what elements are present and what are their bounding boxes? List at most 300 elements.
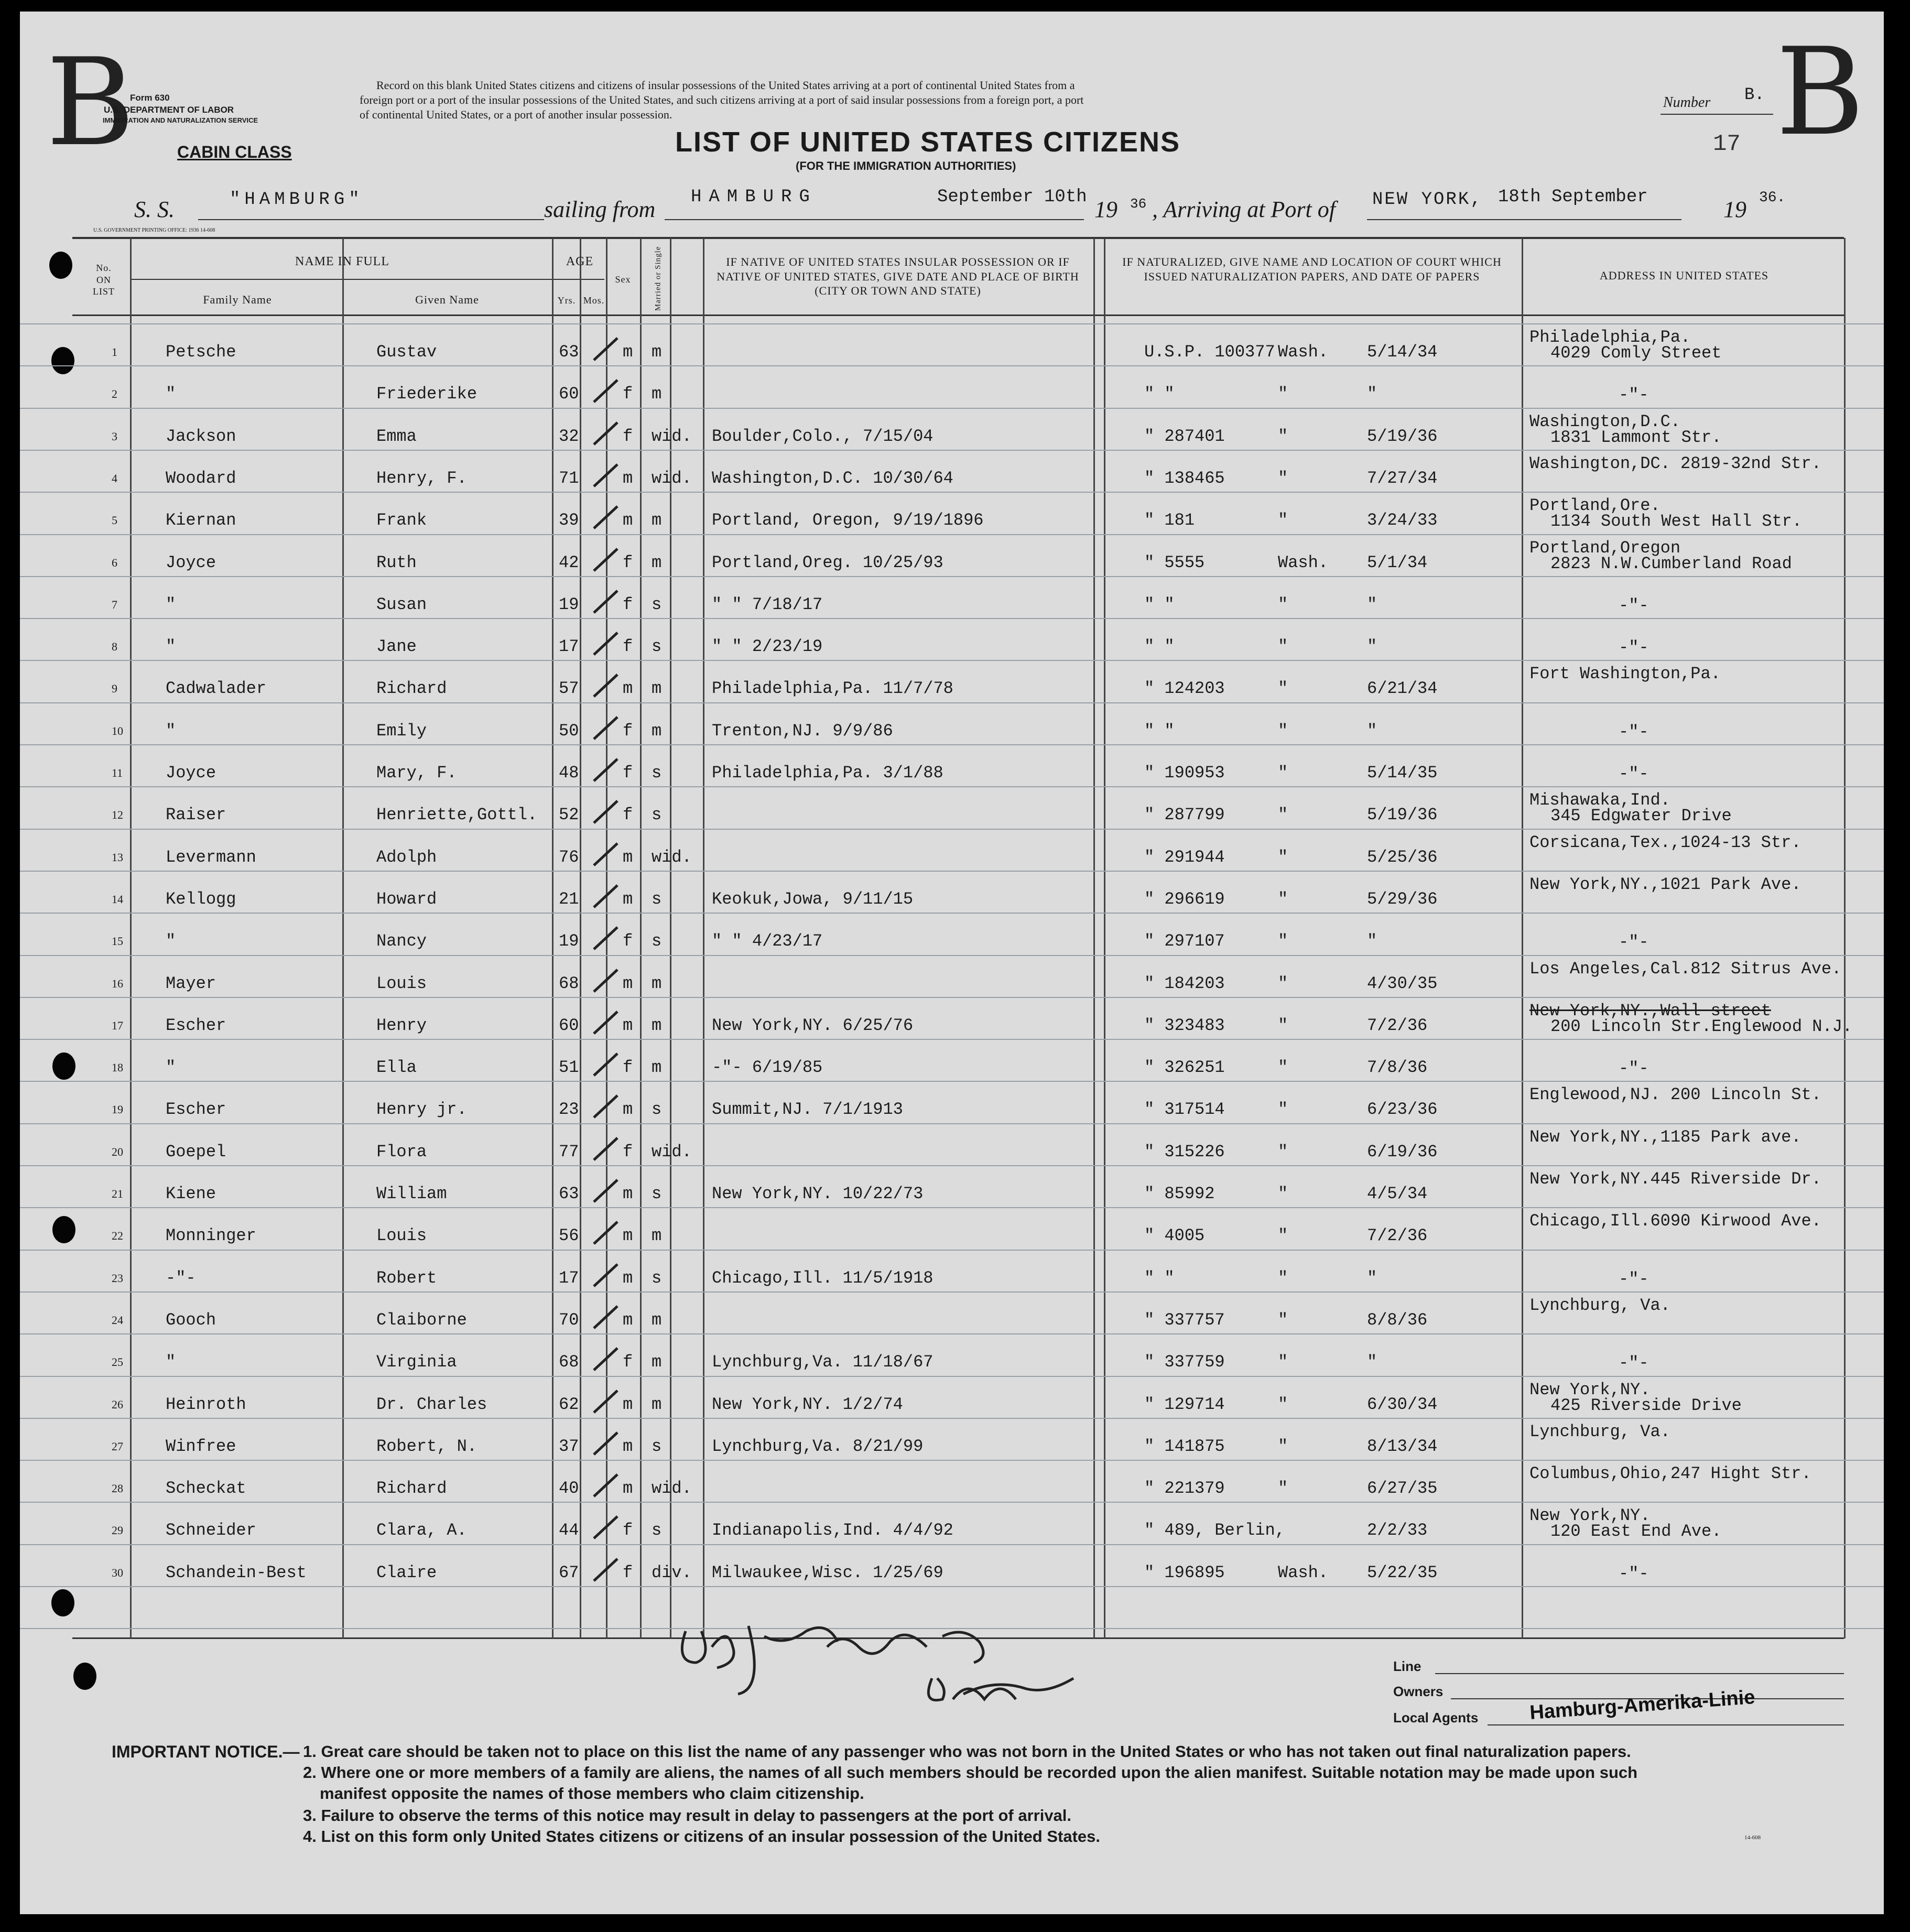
age-years: 17 [559,1268,579,1288]
papers-date: 8/13/34 [1367,1436,1438,1456]
court-location: " [1278,1142,1288,1162]
family-name: Escher [166,1100,226,1120]
given-name: Emily [376,721,427,741]
family-name: Escher [166,1015,226,1035]
ledger-line [20,1250,1884,1251]
given-name: Dr. Charles [376,1394,487,1414]
family-name: Kiernan [166,511,236,530]
sheet-number: 17 [1713,131,1741,157]
form-letter-left: B [46,33,135,173]
age-years: 57 [559,679,579,699]
papers-date: 7/27/34 [1367,468,1438,488]
service-label: IMMIGRATION AND NATURALIZATION SERVICE [103,116,258,124]
papers-date: " [1367,637,1377,657]
family-name: Heinroth [166,1394,246,1414]
ledger-line [20,1291,1884,1293]
sex: m [623,847,633,867]
check-mark [591,755,623,786]
row-number: 21 [112,1187,123,1200]
header-sex: Sex [615,274,631,285]
row-number: 15 [112,935,123,948]
family-name: Gooch [166,1310,216,1330]
header-bottom-rule [72,314,1844,316]
address-line-1: Portland,Ore. [1529,496,1661,516]
family-name: Mayer [166,973,216,993]
row-number: 12 [112,808,123,822]
sex: f [623,552,633,572]
birth-place-date: Indianapolis,Ind. 4/4/92 [712,1521,953,1540]
intro-text-2: foreign port or a port of the insular possessions of the United States, and such citizens arriving at a port of said insular possessions from a foreign port, a port [360,93,1084,106]
court-location: " [1278,805,1288,825]
sex: m [623,1015,633,1035]
header-given-name: Given Name [415,293,479,306]
column-rule [1104,238,1105,1638]
given-name: Jane [376,637,417,657]
row-number: 18 [112,1061,123,1074]
check-mark [591,1512,623,1544]
papers-date: 5/14/35 [1367,763,1438,783]
papers-date: 5/29/36 [1367,889,1438,909]
age-years: 17 [559,637,579,657]
address-line-2: 425 Riverside Drive [1550,1395,1742,1415]
marital-status: m [652,1352,662,1372]
ledger-line [20,829,1884,830]
court-location: " [1278,426,1288,446]
court-location: " [1278,384,1288,404]
court-location: " [1278,1015,1288,1035]
punch-hole [51,1589,74,1616]
court-location: " [1278,1436,1288,1456]
sex: m [623,342,633,362]
row-number: 11 [112,766,123,779]
address-line-1: Washington,D.C. [1529,411,1681,431]
row-number: 26 [112,1397,123,1411]
column-rule [342,238,344,1638]
sex: m [623,679,633,699]
address-line-1: New York,NY.,1021 Park Ave. [1529,874,1802,894]
sex: f [623,1142,633,1162]
given-name: Virginia [376,1352,457,1372]
marital-status: s [652,1268,662,1288]
papers-date: 5/19/36 [1367,426,1438,446]
given-name: Ella [376,1058,417,1078]
column-rule [1093,238,1095,1638]
birth-place-date: Chicago,Ill. 11/5/1918 [712,1268,934,1288]
check-mark [591,670,623,702]
address-line-1: Philadelphia,Pa. [1529,328,1691,347]
header-no-on-list: No. ON LIST [93,263,115,297]
ledger-line [20,576,1884,577]
given-name: Frank [376,511,427,530]
address-line-2: 200 Lincoln Str.Englewood N.J. [1550,1016,1853,1036]
notice-item-1: 1. Great care should be taken not to place on this list the name of any passenger who was not born in the United States or who has not taken out final naturalization papers. [303,1742,1631,1761]
header-family-name: Family Name [203,293,272,306]
given-name: Flora [376,1142,427,1162]
family-name: " [166,637,176,657]
age-years: 77 [559,1142,579,1162]
check-mark [591,628,623,660]
address-line-2: -"- [1619,595,1649,615]
court-location: " [1278,1226,1288,1246]
family-name: Kiene [166,1184,216,1203]
family-name: Raiser [166,805,226,825]
age-years: 44 [559,1521,579,1540]
ledger-line [20,365,1884,366]
certificate-number: U.S.P. 100377 [1144,342,1275,362]
check-mark [591,797,623,828]
address-line-1: New York,NY. [1529,1506,1651,1526]
ledger-line [20,1544,1884,1545]
year-suffix: 36 [1130,196,1147,212]
court-location: " [1278,1352,1288,1372]
row-number: 14 [112,892,123,906]
certificate-number: " " [1144,1268,1175,1288]
sex: m [623,889,633,909]
court-location: Wash. [1278,552,1329,572]
family-name: Schandein-Best [166,1562,307,1582]
sailing-from-port: HAMBURG [691,187,817,207]
address-line-2: -"- [1619,1353,1649,1373]
marital-status: m [652,1015,662,1035]
certificate-number: " 291944 [1144,847,1225,867]
notice-item-2a: 2. Where one or more members of a family are aliens, the names of all such members should be recorded upon the alien manifest. Suitable notation may be made upon such [303,1763,1638,1782]
age-years: 19 [559,594,579,614]
header-married-or-single: Married or Single [654,246,663,311]
birth-place-date: Milwaukee,Wisc. 1/25/69 [712,1562,943,1582]
marital-status: m [652,679,662,699]
check-mark [591,334,623,365]
family-name: " [166,384,176,404]
row-number: 1 [112,345,117,359]
marital-status: m [652,721,662,741]
column-rule [640,238,642,1638]
given-name: Louis [376,973,427,993]
column-rule [130,238,132,1638]
marital-status: wid. [652,1142,692,1162]
marital-status: div. [652,1562,692,1582]
check-mark [591,1555,623,1586]
address-line-1: Portland,Oregon [1529,538,1681,558]
certificate-number: " 4005 [1144,1226,1205,1246]
age-years: 67 [559,1562,579,1582]
court-location: Wash. [1278,1562,1329,1582]
given-name: Howard [376,889,437,909]
papers-date: 8/8/36 [1367,1310,1428,1330]
given-name: Henry jr. [376,1100,467,1120]
ledger-line [20,1586,1884,1587]
marital-status: s [652,1521,662,1540]
birth-place-date: " " 7/18/17 [712,594,823,614]
given-name: Claire [376,1562,437,1582]
address-line-1: New York,NY.,1185 Park ave. [1529,1127,1802,1147]
sex: f [623,384,633,404]
birth-place-date: Lynchburg,Va. 11/18/67 [712,1352,934,1372]
certificate-number: " " [1144,594,1175,614]
address-line-1: Lynchburg, Va. [1529,1295,1670,1315]
sex: f [623,637,633,657]
court-location: " [1278,511,1288,530]
bottom-code: 14-608 [1744,1835,1761,1841]
owners-label: Owners [1393,1684,1444,1699]
age-years: 32 [559,426,579,446]
family-name: -"- [166,1268,196,1288]
ledger-line [20,1502,1884,1503]
certificate-number: " " [1144,721,1175,741]
intro-text-1: Record on this blank United States citizens and citizens of insular possessions of the United States arriving at a port of continental United States from a [376,79,1075,92]
row-number: 30 [112,1566,123,1579]
check-mark [591,460,623,492]
age-years: 19 [559,931,579,951]
certificate-number: " 190953 [1144,763,1225,783]
check-mark [591,1470,623,1502]
header-mos: Mos. [583,295,605,306]
year-prefix: 19 [1094,197,1117,222]
court-location: " [1278,1394,1288,1414]
marital-status: s [652,1100,662,1120]
row-number: 28 [112,1482,123,1495]
age-years: 68 [559,973,579,993]
hamburg-amerika-stamp: Hamburg-Amerika-Linie [1529,1686,1756,1724]
family-name: Monninger [166,1226,256,1246]
department-label: U.S. DEPARTMENT OF LABOR [104,105,234,115]
address-line-2: -"- [1619,932,1649,952]
marital-status: wid. [652,426,692,446]
address-line-2: 4029 Comly Street [1550,343,1722,363]
address-line-1: Mishawaka,Ind. [1529,790,1670,810]
court-location: " [1278,931,1288,951]
marital-status: wid. [652,468,692,488]
certificate-number: " 129714 [1144,1394,1225,1414]
family-name: " [166,1058,176,1078]
marital-status: s [652,637,662,657]
sex: m [623,1184,633,1203]
certificate-number: " 141875 [1144,1436,1225,1456]
given-name: Robert [376,1268,437,1288]
birth-place-date: Keokuk,Jowa, 9/11/15 [712,889,914,909]
row-number: 16 [112,976,123,990]
papers-date: " [1367,931,1377,951]
ledger-line [20,1333,1884,1334]
given-name: Henry, F. [376,468,467,488]
marital-status: m [652,552,662,572]
ledger-line [20,1039,1884,1040]
address-line-2: -"- [1619,1059,1649,1079]
row-number: 7 [112,598,117,611]
check-mark [591,1007,623,1039]
year2-prefix: 19 [1723,197,1746,222]
papers-date: 5/14/34 [1367,342,1438,362]
court-location: " [1278,1310,1288,1330]
given-name: Friederike [376,384,478,404]
family-name: Joyce [166,552,216,572]
notice-item-2b: manifest opposite the names of those members who claim citizenship. [320,1784,864,1803]
check-mark [591,965,623,997]
address-line-1: New York,NY. [1529,1380,1651,1399]
address-line-2: -"- [1619,385,1649,405]
row-number: 13 [112,850,123,864]
punch-hole [49,252,72,279]
column-rule [670,238,671,1638]
name-header-divider [130,279,568,280]
number-label: Number [1663,94,1711,111]
check-mark [591,502,623,534]
sex: f [623,1352,633,1372]
number-underline [1661,114,1773,115]
address-line-1: Chicago,Ill.6090 Kirwood Ave. [1529,1211,1821,1231]
given-name: Henriette,Gottl. [376,805,538,825]
certificate-number: " " [1144,384,1175,404]
certificate-number: " 317514 [1144,1100,1225,1120]
punch-hole [52,1052,75,1080]
age-years: 76 [559,847,579,867]
ledger-line [20,408,1884,409]
marital-status: s [652,931,662,951]
address-line-1: Columbus,Ohio,247 Hight Str. [1529,1464,1811,1484]
court-location: " [1278,847,1288,867]
papers-date: 6/30/34 [1367,1394,1438,1414]
given-name: Richard [376,679,447,699]
papers-date: 6/23/36 [1367,1100,1438,1120]
family-name: Petsche [166,342,236,362]
family-name: " [166,931,176,951]
local-agents-label: Local Agents [1393,1710,1479,1725]
birth-place-date: Portland,Oreg. 10/25/93 [712,552,943,572]
papers-date: 5/19/36 [1367,805,1438,825]
court-location: " [1278,973,1288,993]
court-location: " [1278,594,1288,614]
ledger-line [20,997,1884,998]
age-years: 70 [559,1310,579,1330]
papers-date: 5/22/35 [1367,1562,1438,1582]
cabin-class-label: CABIN CLASS [177,143,292,161]
age-years: 23 [559,1100,579,1120]
column-rule [1844,238,1846,1638]
certificate-number: " 124203 [1144,679,1225,699]
family-name: Levermann [166,847,256,867]
marital-status: wid. [652,847,692,867]
sex: f [623,1058,633,1078]
given-name: Mary, F. [376,763,457,783]
punch-hole [73,1663,96,1690]
line-label: Line [1393,1658,1421,1674]
family-name: " [166,594,176,614]
marital-status: s [652,1436,662,1456]
court-location: " [1278,679,1288,699]
papers-date: " [1367,721,1377,741]
age-years: 62 [559,1394,579,1414]
birth-place-date: " " 4/23/17 [712,931,823,951]
age-years: 48 [559,763,579,783]
court-location: " [1278,468,1288,488]
birth-place-date: Washington,D.C. 10/30/64 [712,468,953,488]
address-line-2: 1134 South West Hall Str. [1550,512,1803,531]
ledger-line [20,1081,1884,1082]
year2-suffix: 36. [1759,190,1786,206]
given-name: Ruth [376,552,417,572]
age-years: 42 [559,552,579,572]
sex: m [623,1436,633,1456]
sex: f [623,931,633,951]
marital-status: m [652,1394,662,1414]
address-line-2: -"- [1619,638,1649,658]
address-line-1: New York,NY.,Wall street [1529,1001,1771,1021]
certificate-number: " 337757 [1144,1310,1225,1330]
header-native-birth: IF NATIVE OF UNITED STATES INSULAR POSSESSION OR IF NATIVE OF UNITED STATES, GIVE DATE AND PLACE OF BIRTH (CITY OR TOWN AND STATE) [717,255,1079,297]
column-rule [580,238,581,1638]
marital-status: m [652,973,662,993]
court-location: " [1278,1058,1288,1078]
papers-date: 6/21/34 [1367,679,1438,699]
address-line-2: -"- [1619,1564,1649,1583]
birth-place-date: New York,NY. 10/22/73 [712,1184,924,1203]
given-name: Richard [376,1479,447,1499]
ledger-line [20,786,1884,787]
row-number: 6 [112,556,117,569]
birth-place-date: Trenton,NJ. 9/9/86 [712,721,893,741]
family-name: Woodard [166,468,236,488]
family-name: Goepel [166,1142,226,1162]
court-location: " [1278,1268,1288,1288]
notice-item-3: 3. Failure to observe the terms of this notice may result in delay to passengers at the port of arrival. [303,1806,1072,1825]
certificate-number: " 85992 [1144,1184,1215,1203]
row-number: 27 [112,1439,123,1453]
ledger-line [20,1376,1884,1377]
marital-status: wid. [652,1479,692,1499]
certificate-number: " 138465 [1144,468,1225,488]
court-location: " [1278,763,1288,783]
ledger-line [20,534,1884,535]
address-line-1: Lynchburg, Va. [1529,1421,1670,1441]
check-mark [591,1344,623,1375]
ledger-line [20,871,1884,872]
certificate-number: " 184203 [1144,973,1225,993]
certificate-number: " 489, Berlin, [1144,1521,1285,1540]
court-location: Wash. [1278,342,1329,362]
age-years: 52 [559,805,579,825]
sex: m [623,511,633,530]
marital-status: s [652,763,662,783]
given-name: Robert, N. [376,1436,478,1456]
ledger-line [20,1460,1884,1461]
intro-text-3: of continental United States, or a port of another insular possession. [360,108,672,121]
birth-place-date: " " 2/23/19 [712,637,823,657]
punch-hole [52,1216,75,1243]
certificate-number: " 296619 [1144,889,1225,909]
birth-place-date: Lynchburg,Va. 8/21/99 [712,1436,924,1456]
marital-status: m [652,511,662,530]
family-name: Jackson [166,426,236,446]
birth-place-date: Philadelphia,Pa. 3/1/88 [712,763,943,783]
papers-date: " [1367,594,1377,614]
marital-status: m [652,384,662,404]
age-years: 63 [559,1184,579,1203]
form-letter-right: B [1776,23,1865,162]
given-name: Susan [376,594,427,614]
notice-item-4: 4. List on this form only United States citizens or citizens of an insular possession of the United States. [303,1827,1100,1846]
header-name-in-full: NAME IN FULL [295,255,389,268]
age-years: 63 [559,342,579,362]
ledger-line [20,744,1884,745]
papers-date: 5/25/36 [1367,847,1438,867]
court-location: " [1278,1184,1288,1203]
marital-status: s [652,889,662,909]
address-line-1: New York,NY.445 Riverside Dr. [1529,1169,1821,1189]
ledger-line [20,1418,1884,1419]
check-mark [591,587,623,618]
row-number: 4 [112,471,117,485]
family-name: Cadwalader [166,679,267,699]
family-name: " [166,1352,176,1372]
